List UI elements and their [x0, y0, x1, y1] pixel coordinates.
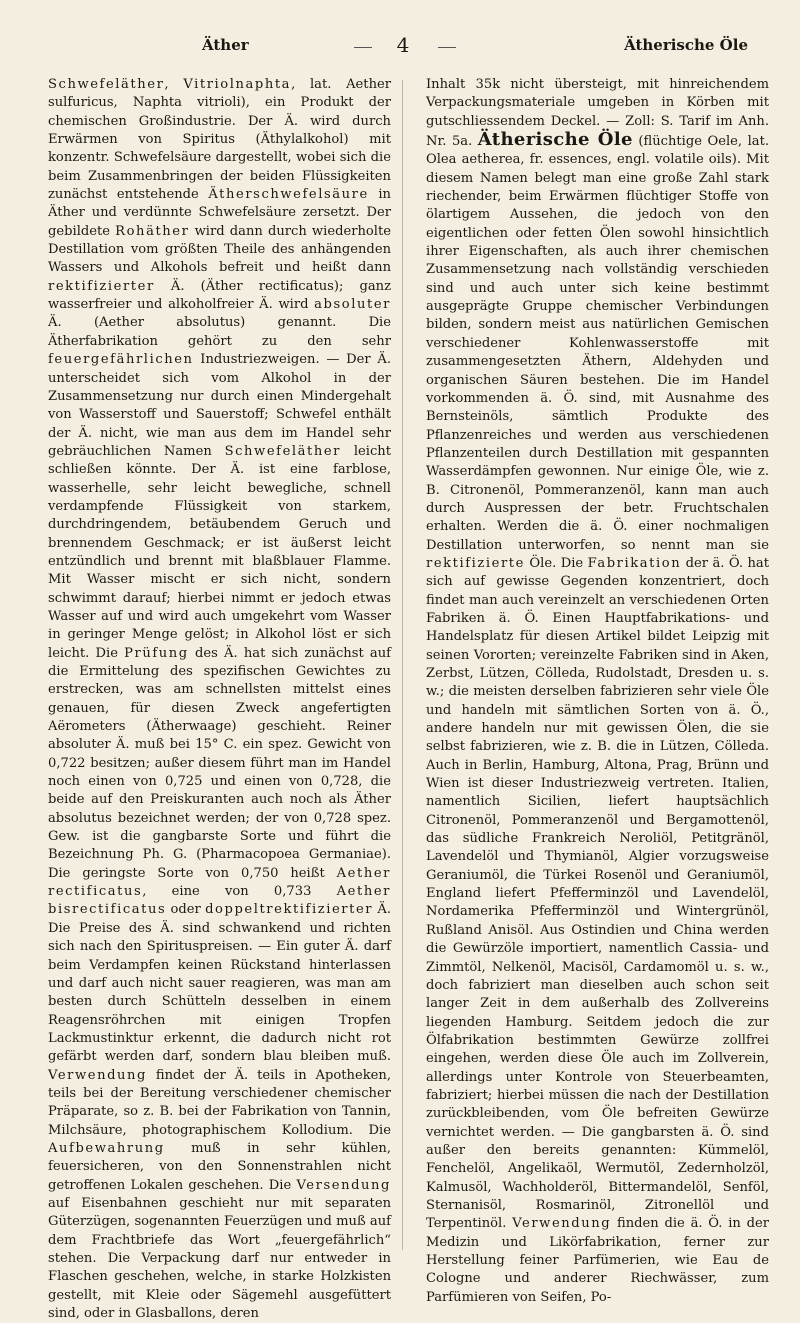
text-run: , [164, 77, 184, 92]
text-run: des Ä. hat sich zunächst auf die Ermittelung des spezifischen Gewichtes zu erstrecken, was am schnellsten mittelst eines genauen, für diesen Zweck angefertigten Aërometers (Ätherwaage) geschieht. Reiner absoluter Ä. muß bei 15° C. ein spez. Gewicht von 0,722 besitzen; außer diesem führt man im Handel noch einen von 0,725 und einen von 0,728, die beide auf den Preiskuranten auch noch als Äther absolutus bezeichnet werden; der von 0,728 spez. Gew. ist die gangbarste Sorte und führt die Bezeichnung Ph. G. (Pharmacopoea Germaniae). Die geringste Sorte von 0,750 heißt [48, 645, 391, 881]
text-run: Öle. Die [524, 555, 588, 571]
text-run: finden die ä. Ö. in der Medizin und Likörfabrikation, ferner zur Herstellung feiner Parfümerien, wie Eau de Cologne und anderer Riechwässer, zum Parfümieren von Seifen, Po- [426, 1216, 769, 1305]
text-run: Industriezweigen. — Der Ä. unterscheidet sich vom Alkohol in der Zusammensetzung nur durch einen Mindergehalt von Wasserstoff und Sauerstoff; Schwefel enthält der Ä. nicht, wie man aus dem im Handel sehr gebräuchlichen Namen [48, 352, 391, 459]
text-run: Ä. (Aether absolutus) genannt. Die Ätherfabrikation gehört zu den sehr [48, 315, 391, 349]
emphasized-term: Aether rectificatus [48, 865, 391, 900]
emphasized-term: Verwendung [512, 1216, 612, 1232]
text-run: der ä. Ö. hat sich auf gewisse Gegenden konzentriert, doch findet man auch vereinzelt an verschiedenen Orten Fabriken ä. Ö. Einen Hauptfabrikations- und Handelsplatz für diesen Artikel bildet Leipzig mit seinen Vororten; vereinzelte Fabriken sind in Aken, Zerbst, Lützen, Cölleda, Rudolstadt, Dresden u. s. w.; die meisten derselben fabrizieren sehr viele Öle und handeln mit sämtlichen Sorten von ä. Ö., andere handeln nur mit gewissen Ölen, die sie selbst fabrizieren, wie z. B. die in Lützen, Cölleda. Auch in Berlin, Hamburg, Altona, Prag, Brünn und Wien ist dieser Industriezweig vertreten. Italien, namentlich Sicilien, liefert hauptsächlich Citronenöl, Pommeranzenöl und Bergamottenöl, das südliche Frankreich Neroliöl, Petitgränöl, Lavendelöl und Thymianöl, Algier vorzugsweise Geraniumöl, die Türkei Rosenöl und Geraniumöl, England liefert Pfefferminzöl und Lavendelöl, Nordamerika Pfefferminzöl und Wintergrünöl, Rußland Anisöl. Aus Ostindien und China werden die Gewürzöle importiert, namentlich Cassia- und Zimmtöl, Nelkenöl, Macisöl, Cardamomöl u. s. w., doch fabriziert man dieselben auch schon seit langer Zeit in dem außerhalb des Zollvereins liegenden Hamburg. Seitdem jedoch die zur Ölfabrikation bestimmten Gewürze zollfrei eingehen, werden diese Öle auch im Zollverein, allerdings unter Kontrole von Steuerbeamten, fabriziert; hierbei müssen die nach der Destillation zurückbleibenden, vom Öle befreiten Gewürze vernichtet werden. — Die gangbarsten ä. Ö. sind außer den bereits genannten: Kümmelöl, Fenchelöl, Angelikaöl, Wermutöl, Zedernholzöl, Kalmusöl, Wachholderöl, Bittermandelöl, Senföl, Sternanisöl, Rosmarinöl, Zitronellöl und Terpentinöl. [426, 555, 769, 1232]
header-left-keyword: Äther [202, 36, 249, 54]
entry-headword: Ätherische Öle [477, 129, 633, 151]
emphasized-term: Vitriolnaphta [183, 77, 292, 92]
right-column-text [426, 76, 770, 1305]
emphasized-term: Aether bisrectificatus [48, 884, 391, 918]
emphasized-term: Schwefeläther [224, 443, 342, 459]
emphasized-term: absoluter [314, 297, 391, 313]
emphasized-term: feuergefährlichen [48, 352, 194, 368]
text-run: leicht schließen könnte. Der Ä. ist eine farblose, wasserhelle, sehr leicht bewegliche, schnell verdampfende Flüssigkeit von starkem, durchdringendem, betäubendem Geruch und brennendem Geschmack; er ist äußerst leicht entzündlich und brennt mit blaßblauer Flamme. Mit Wasser mischt er sich nicht, sondern schwimmt darauf; hierbei nimmt er jedoch etwas Wasser auf und wird auch umgekehrt vom Wasser in geringer Menge gelöst; in Alkohol löst er sich leicht. Die [48, 443, 391, 661]
text-run: , eine von 0,733 [142, 884, 337, 900]
emphasized-term: Aufbewahrung [48, 1140, 165, 1156]
emphasized-term: Verwendung [48, 1067, 148, 1083]
page-header [48, 33, 752, 58]
header-right-keyword: Ätherische Öle [624, 36, 748, 54]
emphasized-term: Versendung [296, 1177, 391, 1193]
left-column-text [48, 76, 392, 1322]
text-run: auf Eisenbahnen geschieht nur mit separaten Güterzügen, sogenannten Feuerzügen und muß auf dem Frachtbriefe das Wort „feuergefährlich“ stehen. Die Verpackung darf nur entweder in Flaschen geschehen, welche, in starke Holzkisten gestellt, mit Kleie oder Sägemehl ausgefüttert sind, oder in Glasballons, deren [48, 1195, 391, 1322]
emphasized-term: Prüfung [124, 645, 189, 661]
column-divider [402, 80, 403, 1250]
emphasized-term: Fabrikation [587, 555, 682, 571]
text-run: , lat. Aether sulfuricus, Naphta vitrioli), ein Produkt der chemischen Großindustrie. Der Ä. wird durch Erwärmen von Spiritus (Äthylalkohol) mit konzentr. Schwefelsäure dargestellt, wobei sich die beim Zusammenbringen der beiden Flüssigkeiten zunächst entstehende [48, 77, 392, 203]
text-run: in Äther und verdünnte Schwefelsäure zersetzt. Der gebildete [48, 187, 391, 239]
text-run: Ä. Die Preise des Ä. sind schwankend und richten sich nach den Spirituspreisen. — Ein guter Ä. darf beim Verdampfen keinen Rückstand hinterlassen und darf auch nicht sauer reagieren, was man am besten durch Schütteln desselben in einem Reagensröhrchen mit einigen Tropfen Lackmustinktur erkennt, die dadurch nicht rot gefärbt werden darf, sondern blau bleiben muß. [48, 902, 391, 1065]
text-run: muß in sehr kühlen, feuersicheren, von den Sonnenstrahlen nicht getroffenen Lokalen geschehen. Die [48, 1140, 391, 1193]
emphasized-term: rektifizierter [48, 278, 155, 294]
emphasized-term: Schwefeläther [48, 77, 165, 92]
header-dash-left [354, 47, 372, 48]
emphasized-term: doppeltrektifizierter [205, 902, 374, 918]
emphasized-term: rektifizierte [426, 555, 525, 571]
text-run: oder [166, 902, 206, 918]
header-dash-right [438, 47, 456, 48]
page-number: 4 [396, 33, 410, 57]
emphasized-term: Rohäther [115, 223, 190, 239]
text-run: Ä. (Äther rectificatus); ganz wasserfreier und alkoholfreier Ä. wird [48, 278, 391, 313]
text-run: Inhalt 35k nicht übersteigt, mit hinreichendem Verpackungsmateriale umgeben in Körben mit gutschliessendem Deckel. — Zoll: S. Tarif im Anh. Nr. 5a. [426, 77, 769, 150]
text-run: findet der Ä. teils in Apotheken, teils bei der Bereitung verschiedener chemischer Präparate, so z. B. bei der Fabrikation von Tannin, Milchsäure, photographischem Kollodium. Die [48, 1067, 391, 1138]
emphasized-term: Ätherschwefelsäure [208, 187, 369, 203]
text-run: (flüchtige Oele, lat. Olea aetherea, fr. essences, engl. volatile oils). Mit diesem Namen belegt man eine große Zahl stark riechender, beim Erwärmen flüchtiger Stoffe von ölartigem Aussehen, die jedoch von den eigentlichen oder fetten Ölen sowohl hinsichtlich ihrer Eigenschaften, als auch ihrer chemischen Zusammensetzung nach vollständig verschieden sind und auch unter sich keine bestimmt ausgeprägte Gruppe chemischer Verbindungen bilden, sondern meist aus natürlichen Gemischen verschiedener Kohlenwasserstoffe mit zusammengesetzten Äthern, Aldehyden und organischen Säuren bestehen. Die im Handel vorkommenden ä. Ö. sind, mit Ausnahme des Bernsteinöls, sämtlich Produkte des Pflanzenreiches und werden aus verschiedenen Pflanzenteilen durch Destillation mit gespannten Wasserdämpfen gewonnen. Nur einige Öle, wie z. B. Citronenöl, Pommeranzenöl, kann man auch durch Auspressen der betr. Fruchtschalen erhalten. Werden die ä. Ö. einer nochmaligen Destillation unterworfen, so nennt man sie [426, 134, 770, 553]
text-run: wird dann durch wiederholte Destillation vom größten Theile des anhängenden Wassers und Alkohols befreit und heißt dann [48, 223, 391, 276]
